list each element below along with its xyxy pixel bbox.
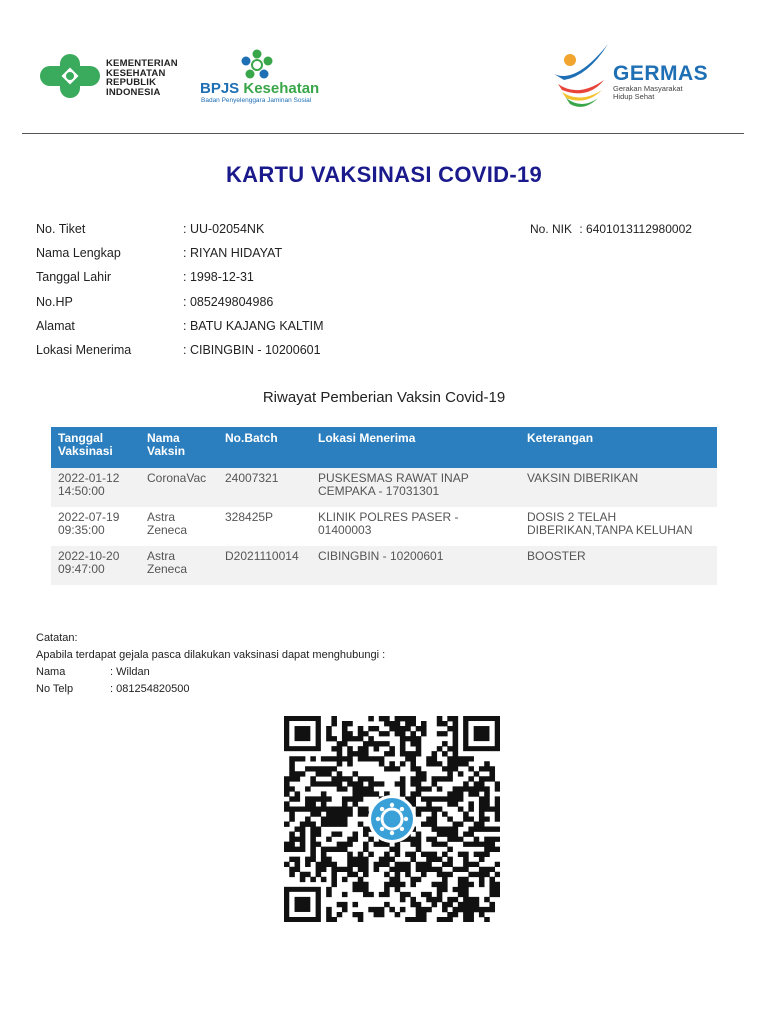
qr-center-dot xyxy=(380,827,384,831)
cell-batch xyxy=(218,546,311,585)
cell-text: Astra xyxy=(147,510,176,524)
contact-row-name xyxy=(36,664,385,681)
germas-logo-icon xyxy=(548,40,620,112)
header-date xyxy=(51,427,140,468)
qr-center-dot xyxy=(390,803,394,807)
bpjs-name-part1: BPJS xyxy=(200,80,240,97)
cell-text: PUSKESMAS RAWAT INAP xyxy=(318,471,469,485)
kemenkes-line: KEMENTERIAN xyxy=(106,58,178,69)
qr-center-dot xyxy=(404,817,408,821)
info-label: Nama Lengkap xyxy=(36,246,121,261)
info-value: : UU-02054NK xyxy=(183,222,265,236)
cell-location xyxy=(311,468,520,507)
cell-text: Zeneca xyxy=(147,523,188,537)
contact-row-phone xyxy=(36,681,385,698)
cell-location xyxy=(311,507,520,546)
qr-finder-pattern xyxy=(284,887,321,922)
cell-text: BOOSTER xyxy=(527,549,586,563)
cell-date xyxy=(51,507,140,546)
nik-label: No. NIK xyxy=(530,222,573,236)
cell-text: 09:35:00 xyxy=(58,523,105,537)
qr-code-icon xyxy=(284,716,500,922)
qr-center-dot xyxy=(400,807,404,811)
cell-notes xyxy=(520,507,717,546)
cell-text: CoronaVac xyxy=(147,471,207,485)
info-label: Alamat xyxy=(36,318,75,333)
cell-text: VAKSIN DIBERIKAN xyxy=(527,471,639,485)
cell-vaccine xyxy=(140,507,218,546)
cell-date xyxy=(51,468,140,507)
qr-center-dot xyxy=(380,807,384,811)
cell-batch xyxy=(218,468,311,507)
contact-value: : 081254820500 xyxy=(110,683,190,695)
cell-text: 24007321 xyxy=(225,471,279,485)
info-value: : 1998-12-31 xyxy=(183,270,254,285)
header-batch xyxy=(218,427,311,468)
header-text: Tanggal xyxy=(58,431,104,445)
cell-text: 2022-01-12 xyxy=(58,471,120,485)
cell-text: DOSIS 2 TELAH xyxy=(527,510,617,524)
germas-subtitle-line: Hidup Sehat xyxy=(613,92,655,101)
qr-center-dot xyxy=(400,827,404,831)
header-location xyxy=(311,427,520,468)
germas-subtitle-line: Gerakan Masyarakat xyxy=(613,84,683,93)
qr-center-dot xyxy=(376,817,380,821)
nik-field xyxy=(530,222,692,236)
cell-vaccine xyxy=(140,546,218,585)
kemenkes-name xyxy=(106,59,178,97)
contact-label: Nama xyxy=(36,666,66,678)
cell-text: 2022-07-19 xyxy=(58,510,120,524)
table-row xyxy=(51,546,717,585)
notes-line: Apabila terdapat gejala pasca dilakukan vaksinasi dapat menghubungi : xyxy=(36,649,386,661)
nik-value: : 6401013112980002 xyxy=(579,222,692,236)
info-label: Lokasi Menerima xyxy=(36,342,132,357)
cell-date xyxy=(51,546,140,585)
header-vaccine xyxy=(140,427,218,468)
cell-text: Astra xyxy=(147,549,176,563)
cell-text: Zeneca xyxy=(147,562,188,576)
cell-text: 2022-10-20 xyxy=(58,549,120,563)
germas-subtitle xyxy=(613,85,683,101)
contact-value: : Wildan xyxy=(110,666,150,678)
notes-section xyxy=(36,630,385,698)
cell-text: 01400003 xyxy=(318,523,372,537)
bpjs-name-part2: Kesehatan xyxy=(243,80,320,97)
header-text: Vaksin xyxy=(147,444,186,458)
germas-title: GERMAS xyxy=(613,62,709,85)
cell-location xyxy=(311,546,520,585)
cell-text: CIBINGBIN - 10200601 xyxy=(318,549,444,563)
header-divider xyxy=(22,133,744,134)
cell-text: 09:47:00 xyxy=(58,562,105,576)
info-label: No.HP xyxy=(36,294,73,309)
kemenkes-line: INDONESIA xyxy=(106,86,161,98)
bpjs-emblem-icon xyxy=(240,48,274,80)
cell-text: 328425P xyxy=(225,510,274,524)
contact-label: No Telp xyxy=(36,683,74,695)
info-value: : RIYAN HIDAYAT xyxy=(183,246,283,261)
header-text: Nama xyxy=(147,431,180,445)
bpjs-name xyxy=(200,80,319,97)
cell-batch xyxy=(218,507,311,546)
cell-notes xyxy=(520,546,717,585)
info-label: Tanggal Lahir xyxy=(36,270,112,285)
info-label: No. Tiket xyxy=(36,222,86,236)
page-title: KARTU VAKSINASI COVID-19 xyxy=(225,162,543,187)
cell-text: 14:50:00 xyxy=(58,484,105,498)
qr-finder-pattern xyxy=(463,716,500,751)
cell-text: CEMPAKA - 17031301 xyxy=(318,484,440,498)
header-text: Lokasi Menerima xyxy=(318,431,416,445)
info-value: : BATU KAJANG KALTIM xyxy=(183,318,324,333)
bpjs-tagline: Badan Penyelenggara Jaminan Sosial xyxy=(201,97,312,104)
cell-text: D2021110014 xyxy=(225,549,299,563)
info-value: : 085249804986 xyxy=(183,294,274,309)
kemenkes-line: KESEHATAN xyxy=(106,67,166,79)
kemenkes-line: REPUBLIK xyxy=(106,77,157,88)
header-text: Keterangan xyxy=(527,431,594,445)
notes-heading: Catatan: xyxy=(36,632,78,644)
cell-notes xyxy=(520,468,717,507)
cell-text: DIBERIKAN,TANPA KELUHAN xyxy=(527,523,693,537)
header-text: Vaksinasi xyxy=(58,444,113,458)
history-subtitle: Riwayat Pemberian Vaksin Covid-19 xyxy=(262,389,506,406)
header-notes xyxy=(520,427,717,468)
table-row xyxy=(51,507,717,546)
table-row xyxy=(51,468,717,507)
info-value: : CIBINGBIN - 10200601 xyxy=(183,342,321,357)
qr-center-dot xyxy=(390,831,394,835)
qr-finder-pattern xyxy=(284,716,321,751)
kemenkes-logo-icon xyxy=(38,52,102,100)
table-header-row xyxy=(51,427,717,468)
cell-vaccine xyxy=(140,468,218,507)
vaccination-history-table xyxy=(51,427,717,585)
cell-text: KLINIK POLRES PASER - xyxy=(318,510,459,524)
header-text: No.Batch xyxy=(225,431,278,445)
